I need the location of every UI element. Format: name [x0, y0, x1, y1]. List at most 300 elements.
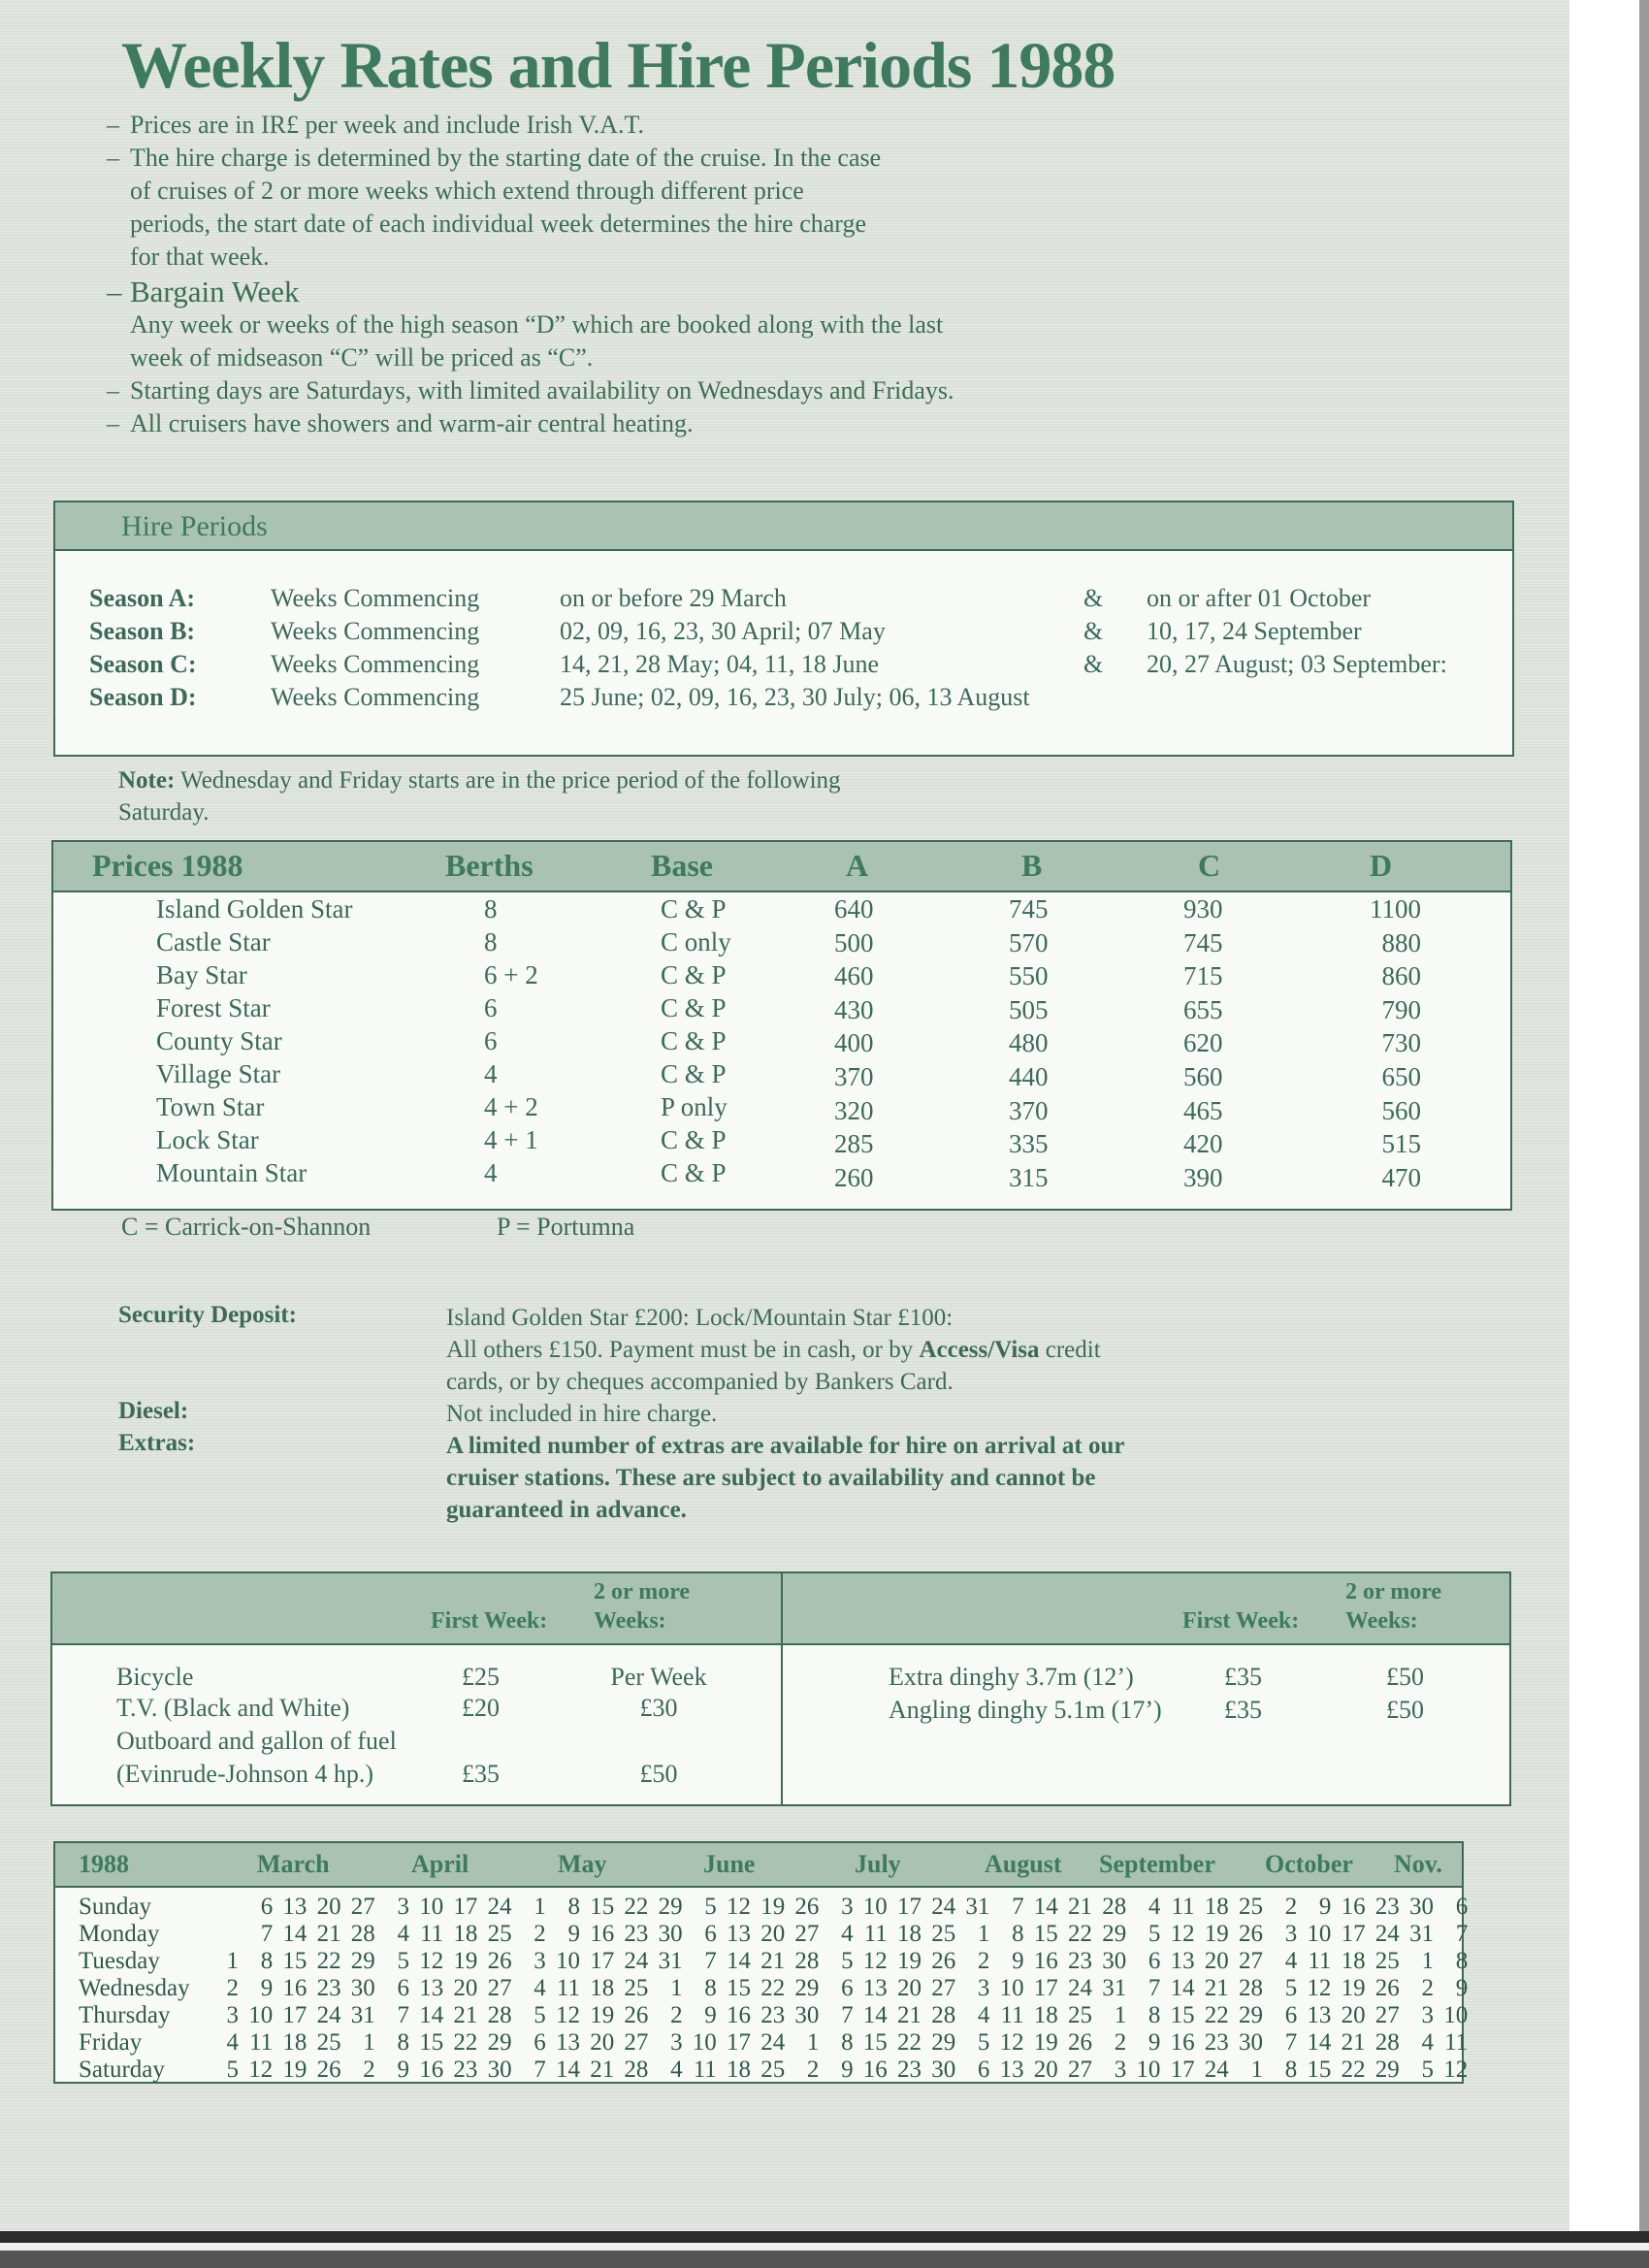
season-dates-autumn: on or after 01 October — [1147, 584, 1372, 612]
calendar-date: 25 — [931, 1921, 956, 1947]
calendar-date: 30 — [350, 1975, 375, 2001]
calendar-date: 12 — [556, 2002, 580, 2028]
calendar-date: 2 — [226, 1975, 239, 2001]
day-name: Wednesday — [79, 1975, 190, 2001]
price-b: 440 — [1009, 1062, 1049, 1091]
header-first-week: First Week: — [1182, 1608, 1300, 1634]
calendar-date: 30 — [487, 2057, 512, 2083]
price-d: 860 — [1381, 961, 1421, 991]
calendar-date: 26 — [624, 2002, 649, 2028]
calendar-date: 21 — [1068, 1894, 1092, 1920]
season-dates-autumn: 20, 27 August; 03 September: — [1147, 650, 1447, 678]
calendar-date: 23 — [760, 2002, 786, 2028]
calendar-date: 11 — [693, 2057, 717, 2083]
calendar-date: 15 — [282, 1948, 307, 1974]
extra-first-week-price: £35 — [1224, 1696, 1262, 1724]
calendar-date: 12 — [419, 1948, 444, 1974]
calendar-date: 1 — [363, 2029, 375, 2056]
calendar-row — [55, 1894, 1469, 1921]
table-row — [53, 1059, 1510, 1092]
weeks-commencing: Weeks Commencing — [271, 683, 480, 711]
calendar-row — [55, 2029, 1469, 2057]
calendar-date: 22 — [1341, 2057, 1366, 2083]
price-b: 370 — [1009, 1095, 1049, 1125]
calendar-date: 23 — [316, 1975, 341, 2001]
header-weeks: Weeks: — [594, 1608, 666, 1634]
price-d: 730 — [1381, 1028, 1421, 1058]
calendar-date: 13 — [862, 1975, 888, 2001]
calendar-date: 19 — [1033, 2029, 1058, 2056]
calendar-date: 10 — [1136, 2057, 1161, 2083]
calendar-date: 9 — [1455, 1975, 1469, 2001]
calendar-date: 23 — [1374, 1894, 1400, 1920]
extra-item: Bicycle — [116, 1663, 194, 1691]
price-b: 570 — [1009, 927, 1049, 957]
calendar-date: 5 — [1421, 2057, 1434, 2083]
calendar-date: 19 — [282, 2057, 307, 2083]
calendar-date: 13 — [419, 1975, 444, 2001]
table-row — [53, 1026, 1510, 1059]
intro-bullet — [107, 407, 1154, 440]
calendar-date: 6 — [841, 1975, 854, 2001]
header-first-week: First Week: — [431, 1608, 548, 1634]
extra-item: T.V. (Black and White) — [116, 1694, 350, 1722]
calendar-date: 14 — [419, 2002, 444, 2028]
calendar-date: 2 — [1284, 1894, 1298, 1920]
calendar-date: 7 — [1284, 2029, 1298, 2056]
intro-bullet — [107, 109, 1154, 142]
calendar-date: 18 — [1033, 2002, 1058, 2028]
base: C & P — [661, 894, 727, 923]
calendar-date: 22 — [624, 1894, 649, 1920]
calendar-date: 13 — [999, 2057, 1024, 2083]
calendar-row — [55, 1921, 1469, 1948]
calendar-date: 11 — [1171, 1894, 1195, 1920]
calendar-date: 3 — [534, 1948, 546, 1974]
calendar-date: 20 — [1033, 2057, 1058, 2083]
boat-name: Castle Star — [156, 927, 271, 956]
season-dates: 25 June; 02, 09, 16, 23, 30 July; 06, 13 August — [560, 683, 1030, 711]
scan-edge-shadow — [0, 2231, 1649, 2243]
extra-first-week-price: £20 — [462, 1694, 500, 1722]
calendar-date: 1 — [670, 1975, 683, 2001]
header-berths: Berths — [445, 848, 534, 883]
calendar-date: 29 — [794, 1975, 820, 2001]
calendar-date: 5 — [534, 2002, 546, 2028]
calendar-date: 18 — [897, 1921, 922, 1947]
calendar-date: 6 — [397, 1975, 409, 2001]
bargain-title: Bargain Week — [130, 275, 300, 308]
calendar-date: 13 — [1307, 2002, 1332, 2028]
season-dates: 02, 09, 16, 23, 30 April; 07 May — [560, 617, 886, 645]
calendar-date: 28 — [350, 1921, 375, 1947]
security-deposit-text — [446, 1302, 1203, 1398]
weeks-commencing: Weeks Commencing — [271, 650, 480, 678]
calendar-date: 31 — [350, 2002, 375, 2028]
season-dates: on or before 29 March — [560, 584, 787, 612]
calendar-date: 19 — [760, 1894, 786, 1920]
price-d: 650 — [1381, 1062, 1421, 1091]
extra-multi-week-price: £50 — [1386, 1663, 1424, 1691]
calendar-date: 25 — [316, 2029, 341, 2056]
deposit-line: Island Golden Star £200: Lock/Mountain Star £100: — [446, 1305, 954, 1331]
boat-name: Forest Star — [156, 993, 271, 1022]
calendar-date: 27 — [487, 1975, 512, 2001]
boat-name: Bay Star — [156, 960, 247, 989]
calendar-row — [55, 2002, 1469, 2029]
calendar-date: 4 — [1284, 1948, 1298, 1974]
calendar-date: 1 — [1114, 2002, 1127, 2028]
calendar-date: 14 — [282, 1921, 307, 1947]
deposit-line — [446, 1334, 1203, 1366]
calendar-date: 24 — [624, 1948, 649, 1974]
calendar-date: 30 — [931, 2057, 956, 2083]
calendar-date: 3 — [1284, 1921, 1298, 1947]
calendar-date: 18 — [590, 1975, 615, 2001]
calendar-date: 31 — [658, 1948, 683, 1974]
calendar-date: 4 — [534, 1975, 546, 2001]
calendar-date: 3 — [670, 2029, 683, 2056]
calendar-date: 6 — [704, 1921, 717, 1947]
month-header: March — [257, 1850, 330, 1878]
dash: – — [107, 111, 119, 139]
table-row — [53, 927, 1510, 960]
price-a: 430 — [834, 994, 874, 1024]
calendar-date: 5 — [1284, 1975, 1298, 2001]
calendar-date: 5 — [226, 2057, 239, 2083]
calendar-date: 11 — [1000, 2002, 1024, 2028]
day-name: Sunday — [79, 1894, 151, 1920]
calendar-date: 29 — [931, 2029, 956, 2056]
calendar-date: 23 — [1068, 1948, 1092, 1974]
season-label: Season D: — [89, 683, 197, 711]
calendar-date: 6 — [1284, 2002, 1298, 2028]
calendar-date: 8 — [1455, 1948, 1469, 1974]
calendar-date: 10 — [1307, 1921, 1332, 1947]
calendar-date: 31 — [1102, 1975, 1127, 2001]
calendar-date: 14 — [727, 1948, 751, 1974]
calendar-date: 26 — [316, 2057, 341, 2083]
calendar-date: 28 — [624, 2057, 649, 2083]
extras-divider — [781, 1573, 783, 1804]
calendar-date: 14 — [556, 2057, 580, 2083]
calendar-date: 2 — [1114, 2029, 1127, 2056]
table-row — [53, 1092, 1510, 1125]
bargain-text: Any week or weeks of the high season “D” which are booked along with the last week of midseason “C” will be priced as “C”. — [130, 310, 944, 372]
price-c: 465 — [1183, 1095, 1223, 1125]
calendar-date: 15 — [419, 2029, 444, 2056]
calendar-date: 17 — [727, 2029, 751, 2056]
calendar-date: 27 — [931, 1975, 956, 2001]
calendar-date: 17 — [590, 1948, 615, 1974]
calendar-date: 17 — [1170, 2057, 1195, 2083]
calendar-date: 15 — [727, 1975, 751, 2001]
calendar-date: 24 — [1374, 1921, 1400, 1947]
base: P only — [661, 1092, 728, 1121]
legend-p: P = Portumna — [497, 1213, 635, 1241]
day-name: Saturday — [79, 2057, 165, 2083]
calendar-header — [55, 1843, 1462, 1888]
calendar-date: 19 — [453, 1948, 478, 1974]
calendar-date: 21 — [897, 2002, 922, 2028]
intro-section — [107, 109, 1154, 440]
calendar-date: 12 — [1443, 2057, 1469, 2083]
calendar-date: 16 — [282, 1975, 307, 2001]
calendar-date: 8 — [1284, 2057, 1298, 2083]
calendar-date: 1 — [226, 1948, 239, 1974]
price-c: 390 — [1183, 1162, 1223, 1192]
calendar-date: 12 — [727, 1894, 751, 1920]
berths: 6 + 2 — [484, 960, 538, 989]
calendar-date: 27 — [1068, 2057, 1092, 2083]
calendar-date: 29 — [1102, 1921, 1127, 1947]
calendar-date: 29 — [487, 2029, 512, 2056]
calendar-date: 21 — [1204, 1975, 1229, 2001]
price-b: 550 — [1009, 961, 1049, 991]
deposit-text: credit — [1039, 1337, 1101, 1363]
calendar-date: 27 — [1239, 1948, 1263, 1974]
calendar-date: 17 — [897, 1894, 922, 1920]
calendar-date: 17 — [282, 2002, 307, 2028]
extra-item: (Evinrude-Johnson 4 hp.) — [116, 1760, 374, 1788]
base: C & P — [661, 1026, 727, 1055]
calendar-date: 30 — [658, 1921, 683, 1947]
calendar-date: 23 — [1204, 2029, 1229, 2056]
security-deposit-label: Security Deposit: — [118, 1302, 297, 1328]
header-c: C — [1198, 848, 1221, 883]
calendar-date: 11 — [1308, 1948, 1332, 1974]
calendar-date: 25 — [760, 2057, 786, 2083]
calendar-date: 16 — [1033, 1948, 1058, 1974]
month-header: April — [411, 1850, 469, 1878]
calendar-date: 21 — [590, 2057, 615, 2083]
calendar-1988 — [53, 1841, 1469, 2084]
calendar-date: 12 — [999, 2029, 1024, 2056]
calendar-date: 4 — [841, 1921, 854, 1947]
price-d: 880 — [1381, 927, 1421, 957]
price-c: 620 — [1183, 1028, 1223, 1058]
month-header: May — [558, 1850, 607, 1878]
extra-multi-week-price: £30 — [639, 1694, 678, 1722]
calendar-date: 20 — [453, 1975, 478, 2001]
calendar-date: 7 — [260, 1921, 274, 1947]
calendar-date: 25 — [1068, 2002, 1092, 2028]
calendar-date: 16 — [862, 2057, 888, 2083]
calendar-date: 9 — [397, 2057, 409, 2083]
ampersand: & — [1083, 650, 1104, 678]
table-row — [53, 993, 1510, 1026]
hire-period-row — [55, 650, 1512, 683]
calendar-date: 8 — [397, 2029, 409, 2056]
calendar-date: 4 — [977, 2002, 990, 2028]
calendar-date: 16 — [590, 1921, 615, 1947]
calendar-date: 3 — [1114, 2057, 1127, 2083]
calendar-date: 18 — [1341, 1948, 1366, 1974]
header-base: Base — [651, 848, 713, 883]
calendar-date: 13 — [556, 2029, 580, 2056]
header-b: B — [1021, 848, 1043, 883]
calendar-date: 21 — [453, 2002, 478, 2028]
calendar-date: 5 — [977, 2029, 990, 2056]
calendar-date: 7 — [397, 2002, 409, 2028]
month-header: June — [703, 1850, 756, 1878]
bullet-text: All cruisers have showers and warm-air central heating. — [130, 409, 694, 437]
price-d: 1100 — [1370, 894, 1421, 923]
price-a: 400 — [834, 1028, 874, 1058]
calendar-date: 28 — [1239, 1975, 1263, 2001]
season-label: Season C: — [89, 650, 197, 678]
calendar-date: 22 — [760, 1975, 786, 2001]
season-label: Season B: — [89, 617, 196, 645]
month-header: September — [1099, 1850, 1215, 1878]
calendar-date: 16 — [1170, 2029, 1195, 2056]
calendar-date: 26 — [1239, 1921, 1263, 1947]
calendar-date: 23 — [897, 2057, 922, 2083]
calendar-date: 15 — [862, 2029, 888, 2056]
extra-first-week-price: £25 — [462, 1663, 500, 1691]
note-label: Note: — [118, 767, 176, 794]
extra-multi-week-price: Per Week — [610, 1663, 707, 1691]
price-b: 335 — [1009, 1129, 1049, 1159]
calendar-date: 28 — [794, 1948, 820, 1974]
scan-edge-white — [0, 2243, 1649, 2251]
calendar-date: 11 — [1444, 2029, 1469, 2056]
base: C & P — [661, 1059, 727, 1088]
calendar-date: 22 — [316, 1948, 341, 1974]
extra-item: Angling dinghy 5.1m (17’) — [889, 1696, 1162, 1724]
price-c: 655 — [1183, 994, 1223, 1024]
berths: 4 + 1 — [484, 1125, 538, 1154]
table-row — [53, 960, 1510, 993]
calendar-date: 20 — [590, 2029, 615, 2056]
calendar-date: 12 — [862, 1948, 888, 1974]
prices-table — [51, 840, 1512, 1211]
calendar-date: 16 — [727, 2002, 751, 2028]
calendar-date: 24 — [487, 1894, 512, 1920]
calendar-date: 8 — [1012, 1921, 1024, 1947]
calendar-date: 18 — [727, 2057, 751, 2083]
deposit-text: All others £150. Payment must be in cash, or by — [446, 1337, 920, 1363]
calendar-date: 1 — [977, 1921, 990, 1947]
extra-item: Outboard and gallon of fuel — [116, 1727, 397, 1755]
diesel-text: Not included in hire charge. — [446, 1401, 718, 1427]
calendar-date: 9 — [841, 2057, 854, 2083]
price-c: 420 — [1183, 1129, 1223, 1159]
berths: 4 — [484, 1158, 498, 1187]
calendar-date: 20 — [760, 1921, 786, 1947]
calendar-date: 29 — [1239, 2002, 1263, 2028]
calendar-date: 4 — [670, 2057, 683, 2083]
header-d: D — [1370, 848, 1393, 883]
weeks-commencing: Weeks Commencing — [271, 584, 480, 612]
header-two-or-more: 2 or more — [594, 1579, 691, 1604]
dash: – — [107, 376, 119, 405]
calendar-date: 23 — [453, 2057, 478, 2083]
calendar-date: 7 — [841, 2002, 854, 2028]
calendar-date: 21 — [760, 1948, 786, 1974]
hire-period-row — [55, 683, 1512, 716]
calendar-date: 17 — [1341, 1921, 1366, 1947]
day-name: Thursday — [79, 2002, 171, 2028]
table-row — [53, 894, 1510, 927]
calendar-date: 10 — [556, 1948, 580, 1974]
price-c: 715 — [1183, 961, 1223, 991]
calendar-date: 4 — [1421, 2029, 1434, 2056]
calendar-date: 15 — [1307, 2057, 1332, 2083]
calendar-date: 14 — [1033, 1894, 1058, 1920]
calendar-date: 31 — [965, 1894, 990, 1920]
base: C & P — [661, 1158, 727, 1187]
calendar-date: 27 — [794, 1921, 820, 1947]
calendar-date: 28 — [1102, 1894, 1127, 1920]
calendar-date: 11 — [556, 1975, 580, 2001]
calendar-date: 26 — [1374, 1975, 1400, 2001]
calendar-date: 8 — [567, 1894, 580, 1920]
calendar-date: 9 — [704, 2002, 717, 2028]
calendar-date: 1 — [1421, 1948, 1434, 1974]
boat-name: Lock Star — [156, 1125, 259, 1154]
dash: – — [107, 144, 119, 172]
season-dates: 14, 21, 28 May; 04, 11, 18 June — [560, 650, 880, 678]
calendar-date: 20 — [1341, 2002, 1366, 2028]
table-row — [53, 1125, 1510, 1158]
calendar-date: 9 — [1318, 1894, 1332, 1920]
berths: 4 + 2 — [484, 1092, 538, 1121]
calendar-date: 18 — [1204, 1894, 1229, 1920]
calendar-date: 23 — [624, 1921, 649, 1947]
calendar-date: 5 — [397, 1948, 409, 1974]
calendar-date: 13 — [282, 1894, 307, 1920]
calendar-date: 28 — [487, 2002, 512, 2028]
calendar-date: 8 — [1148, 2002, 1161, 2028]
season-label: Season A: — [89, 584, 196, 612]
calendar-date: 5 — [841, 1948, 854, 1974]
calendar-date: 30 — [794, 2002, 820, 2028]
card-types: Access/Visa — [919, 1337, 1040, 1363]
calendar-date: 1 — [534, 1894, 546, 1920]
price-a: 320 — [834, 1095, 874, 1125]
calendar-date: 19 — [590, 2002, 615, 2028]
price-b: 505 — [1009, 994, 1049, 1024]
header-two-or-more: 2 or more — [1345, 1579, 1442, 1604]
calendar-date: 1 — [806, 2029, 820, 2056]
month-header: October — [1265, 1850, 1353, 1878]
calendar-date: 10 — [1443, 2002, 1469, 2028]
ampersand: & — [1083, 584, 1104, 612]
calendar-date: 7 — [1455, 1921, 1469, 1947]
price-a: 640 — [834, 894, 874, 923]
calendar-date: 9 — [1012, 1948, 1024, 1974]
bargain-week-heading — [107, 275, 1154, 308]
dash: – — [107, 275, 122, 308]
calendar-date: 16 — [1341, 1894, 1366, 1920]
price-d: 470 — [1381, 1162, 1421, 1192]
calendar-date: 10 — [419, 1894, 444, 1920]
calendar-date: 24 — [931, 1894, 956, 1920]
extra-item: Extra dinghy 3.7m (12’) — [889, 1663, 1134, 1691]
hire-period-row — [55, 617, 1512, 650]
calendar-date: 2 — [670, 2002, 683, 2028]
extras-text: A limited number of extras are available for hire on arrival at our cruiser stations. These are subject to availability and cannot be guaranteed in advance. — [446, 1433, 1125, 1523]
calendar-date: 16 — [419, 2057, 444, 2083]
calendar-date: 30 — [1102, 1948, 1127, 1974]
table-row — [53, 1158, 1510, 1191]
calendar-date: 24 — [760, 2029, 786, 2056]
calendar-date: 13 — [1170, 1948, 1195, 1974]
calendar-date: 22 — [1204, 2002, 1229, 2028]
calendar-date: 20 — [897, 1975, 922, 2001]
diesel-label: Diesel: — [118, 1398, 189, 1424]
